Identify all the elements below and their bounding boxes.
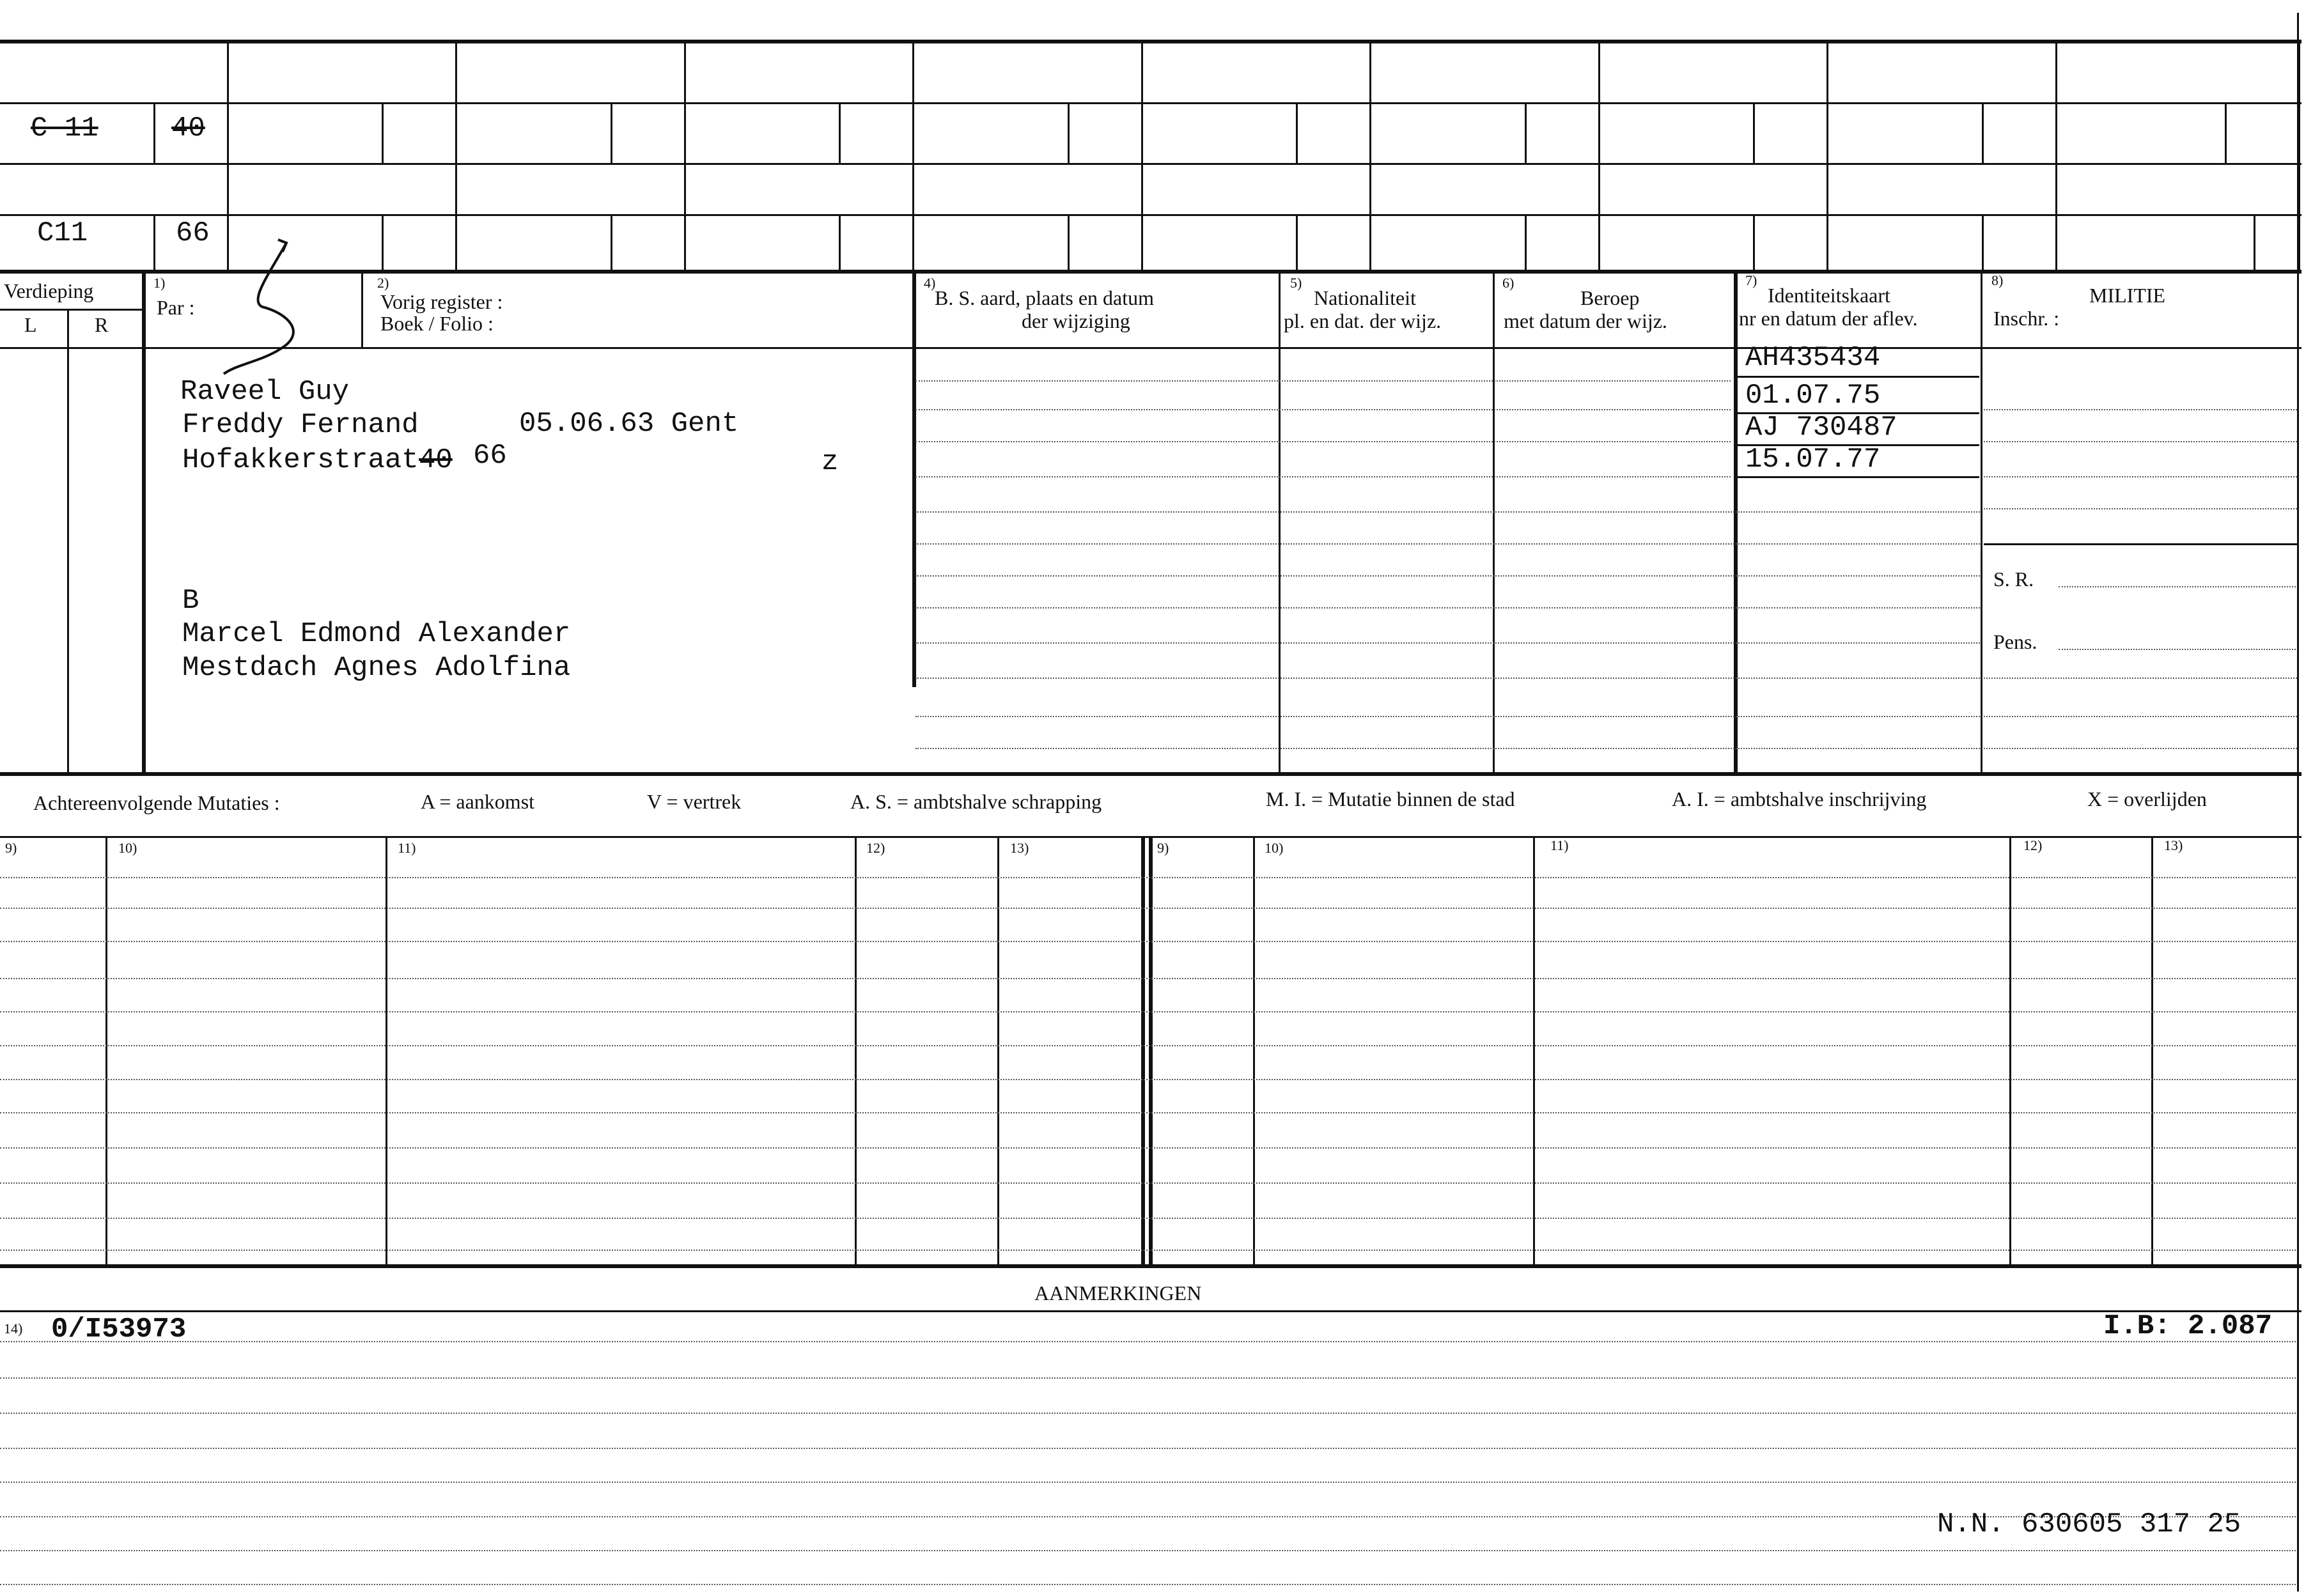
col6-number: 6) xyxy=(1502,275,1515,291)
left-header: L xyxy=(24,313,37,336)
identiteitskaart-line1: Identiteitskaart xyxy=(1768,284,1890,307)
remarks-code: 0/I53973 xyxy=(51,1313,187,1345)
legend-schrapping: A. S. = ambtshalve schrapping xyxy=(850,790,1102,813)
beroep-line1: Beroep xyxy=(1580,286,1640,309)
mut-col-11-right: 11) xyxy=(1550,837,1569,853)
legend-mutatie: M. I. = Mutatie binnen de stad xyxy=(1266,787,1515,810)
col1-number: 1) xyxy=(153,275,166,291)
mut-col-12-right: 12) xyxy=(2023,837,2043,853)
given-names: Freddy Fernand xyxy=(182,409,419,441)
mark-b: B xyxy=(182,585,199,617)
mut-col-11-left: 11) xyxy=(398,840,416,856)
legend-vertrek: V = vertrek xyxy=(647,790,742,813)
mut-col-10-left: 10) xyxy=(118,840,137,856)
legend-overlijden: X = overlijden xyxy=(2087,787,2207,810)
militie-header: MILITIE xyxy=(2089,284,2166,307)
pointer-arrow-mark xyxy=(211,236,313,384)
mut-col-10-right: 10) xyxy=(1265,840,1284,856)
identiteitskaart-line2: nr en datum der aflev. xyxy=(1739,307,1918,330)
mut-col-9-right: 9) xyxy=(1157,840,1169,856)
boek-folio-label: Boek / Folio : xyxy=(380,312,494,335)
legend-aankomst: A = aankomst xyxy=(421,790,535,813)
national-number: N.N. 630605 317 25 xyxy=(1937,1508,2241,1540)
pens-label: Pens. xyxy=(1993,630,2037,653)
vorig-register-label: Vorig register : xyxy=(380,290,503,313)
par-label: Par : xyxy=(157,296,195,319)
nationaliteit-line2: pl. en dat. der wijz. xyxy=(1284,309,1442,332)
mut-col-12-left: 12) xyxy=(866,840,885,856)
id-card-number-1: AH435434 xyxy=(1745,342,1881,374)
id-card-date-2: 15.07.77 xyxy=(1745,444,1881,476)
street-name: Hofakkerstraat xyxy=(182,444,419,476)
col4-number: 4) xyxy=(924,275,936,291)
mark-z: z xyxy=(822,446,839,478)
bs-header-line2: der wijziging xyxy=(1022,309,1130,332)
house-number: 66 xyxy=(176,217,210,249)
bs-header-line1: B. S. aard, plaats en datum xyxy=(935,286,1155,309)
mut-col-13-right: 13) xyxy=(2164,837,2183,853)
inschr-label: Inschr. : xyxy=(1993,307,2060,330)
mut-col-9-left: 9) xyxy=(5,840,17,856)
id-card-number-2: AJ 730487 xyxy=(1745,412,1897,444)
beroep-line2: met datum der wijz. xyxy=(1504,309,1667,332)
ib-number: I.B: 2.087 xyxy=(2103,1310,2273,1342)
surname-first-name: Raveel Guy xyxy=(180,376,350,408)
right-header: R xyxy=(95,313,109,336)
old-section-code: C 11 xyxy=(31,112,98,144)
col7-number: 7) xyxy=(1745,272,1757,288)
mother-name: Mestdach Agnes Adolfina xyxy=(182,652,571,684)
remarks-number: 14) xyxy=(4,1321,23,1336)
id-card-date-1: 01.07.75 xyxy=(1745,380,1881,412)
section-code: C11 xyxy=(37,217,88,249)
father-name: Marcel Edmond Alexander xyxy=(182,618,571,650)
legend-inschrijving: A. I. = ambtshalve inschrijving xyxy=(1672,787,1927,810)
sr-label: S. R. xyxy=(1993,568,2034,591)
aanmerkingen-title: AANMERKINGEN xyxy=(1034,1282,1202,1305)
col8-number: 8) xyxy=(1991,272,2004,288)
col5-number: 5) xyxy=(1290,275,1302,291)
new-street-number: 66 xyxy=(473,440,507,472)
verdieping-header: Verdieping xyxy=(4,279,94,302)
old-house-number: 40 xyxy=(171,112,205,144)
col2-number: 2) xyxy=(377,275,389,291)
nationaliteit-line1: Nationaliteit xyxy=(1314,286,1416,309)
legend-title: Achtereenvolgende Mutaties : xyxy=(33,791,280,814)
mut-col-13-left: 13) xyxy=(1010,840,1029,856)
old-street-number: 40 xyxy=(419,444,453,476)
birth-date-place: 05.06.63 Gent xyxy=(519,408,739,440)
